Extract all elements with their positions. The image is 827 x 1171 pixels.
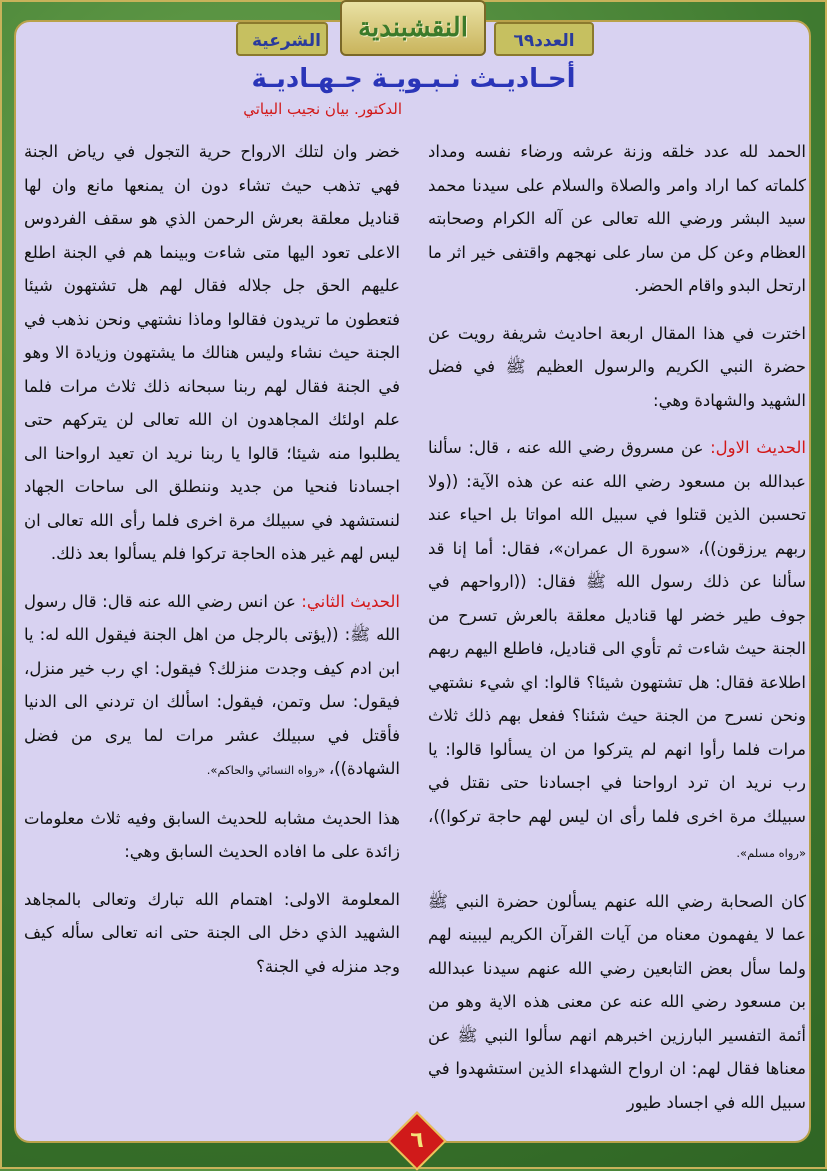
paragraph-info-1: المعلومة الاولى: اهتمام الله تبارك وتعالى بالمجاهد الشهيد الذي دخل الى الجنة حتى انه تعالى سأله كيف وجد منزله في الجنة؟ — [24, 889, 400, 976]
hadith-1-label: الحديث الاول: — [710, 438, 806, 457]
section-tab: الشرعية — [236, 22, 328, 56]
paragraph-companions: كان الصحابة رضي الله عنهم يسألون حضرة النبي ﷺ عما لا يفهمون معناه من آيات القرآن الكريم ليبينه لهم ولما سأل بعض التابعين رضي الله عنهم سيدنا عبدالله بن مسعود رضي الله عنه عن معنى هذه الاية وهو من أئمة التفسير البارزين اخبرهم انهم سألوا النبي ﷺ عن معناها فقال لهم: ان ارواح الشهداء الذين استشهدوا في سبيل الله في اجساد طيور — [428, 891, 806, 1112]
article-author: الدكتور. بيان نجيب البياتي — [243, 100, 402, 118]
hadith-2-label: الحديث الثاني: — [301, 591, 400, 611]
paragraph-hadith-1 — [428, 431, 806, 871]
page-number: ٦ — [410, 1128, 424, 1153]
hadith-1-text: عن مسروق رضي الله عنه ، قال: سألنا عبدالله بن مسعود رضي الله عنه عن هذه الآية: ((ولا تحسبن الذين قتلوا في سبيل الله امواتا بل احياء عند ربهم يرزقون))، «سورة ال عمران»، فقال: أما إنا قد سألنا عن ذلك رسول الله ﷺ فقال: ((ارواحهم في جوف طير خضر لها قناديل معلقة بالعرش تسرح من الجنة حيث شاءت ثم تأوي الى قناديل، فاطلع اليهم ربهم اطلاعة فقال: هل تشتهون شيئا؟ قالوا: اي شيء نشتهي ونحن نسرح من الجنة حيث شئنا؟ ففعل بهم ذلك ثلاث مرات فلما رأوا انهم لم يتركوا من ان يسألوا قالوا: يا رب نريد ان ترد ارواحنا في اجسادنا حتى نقتل في سبيلك مرة اخرى فلما رأى ان ليس لهم حاجة تركوا))، — [428, 438, 806, 826]
paragraph-selection: اخترت في هذا المقال اربعة احاديث شريفة رويت عن حضرة النبي الكريم والرسول العظيم ﷺ في فضل الشهيد والشهادة وهي: — [428, 323, 806, 410]
paragraph-similarity: هذا الحديث مشابه للحديث السابق وفيه ثلاث معلومات زائدة على ما افاده الحديث السابق وهي: — [24, 808, 400, 861]
hadith-1-source: «رواه مسلم». — [736, 846, 806, 860]
issue-tab: العدد٦٩ — [494, 22, 594, 56]
right-column — [428, 135, 806, 1133]
hadith-2-source: «رواه النسائي والحاكم». — [206, 763, 329, 777]
paragraph-hadith-2 — [24, 585, 400, 788]
paragraph-intro: الحمد لله عدد خلقه وزنة عرشه ورضاء نفسه ومداد كلماته كما اراد وامر والصلاة والسلام على سيدنا محمد سيد البشر ورضي الله تعالى عن آله الكرام وصحابته العظام وعن كل من سار على نهجهم واقتفى خير اثر ما ارتحل البدو واقام الحضر. — [428, 142, 806, 295]
left-column — [24, 135, 400, 997]
article-title: أحـاديـث نـبـويـة جـهـاديـة — [251, 64, 576, 94]
magazine-logo: النقشبندية — [340, 0, 486, 56]
hadith-2-text: عن انس رضي الله عنه قال: قال رسول الله ﷺ: ((يؤتى بالرجل من اهل الجنة فيقول الله له: يا ابن ادم كيف وجدت منزلك؟ فيقول: اي رب خير منزل، فيقول: سل وتمن، فيقول: اسألك ان تردني الى الدنيا فأقتل في سبيلك عشر مرات لما يرى من فضل الشهادة))، — [24, 591, 400, 778]
paragraph-continuation: خضر وان لتلك الارواح حرية التجول في رياض الجنة فهي تذهب حيث تشاء دون ان يمنعها مانع وان لها قناديل معلقة بعرش الرحمن الذي هو سقف الفردوس الاعلى تعود اليها متى شاءت وبينما هم في الجنة اطلع عليهم الحق جل جلاله فقال لهم هل تشتهون شيئا فتعطون ما تريدون فقالوا وماذا نشتهي ونحن نذهب في الجنة حيث نشاء وليس هنالك ما يشتهون وزيادة الا وهو في الجنة فقال لهم ربنا سبحانه ذلك ثلاث مرات فلما علم اولئك المجاهدون ان الله تعالى لن يتركهم حتى يطلبوا منه شيئا؛ قالوا يا ربنا نريد ان تعيد ارواحنا الى اجسادنا فنحيا من جديد وننطلق الى ساحات الجهاد لنستشهد في سبيلك مرة اخرى فلما رأى الله تعالى ان ليس لهم غير هذه الحاجة تركوا فلم يسألوا بعد ذلك. — [24, 142, 400, 563]
